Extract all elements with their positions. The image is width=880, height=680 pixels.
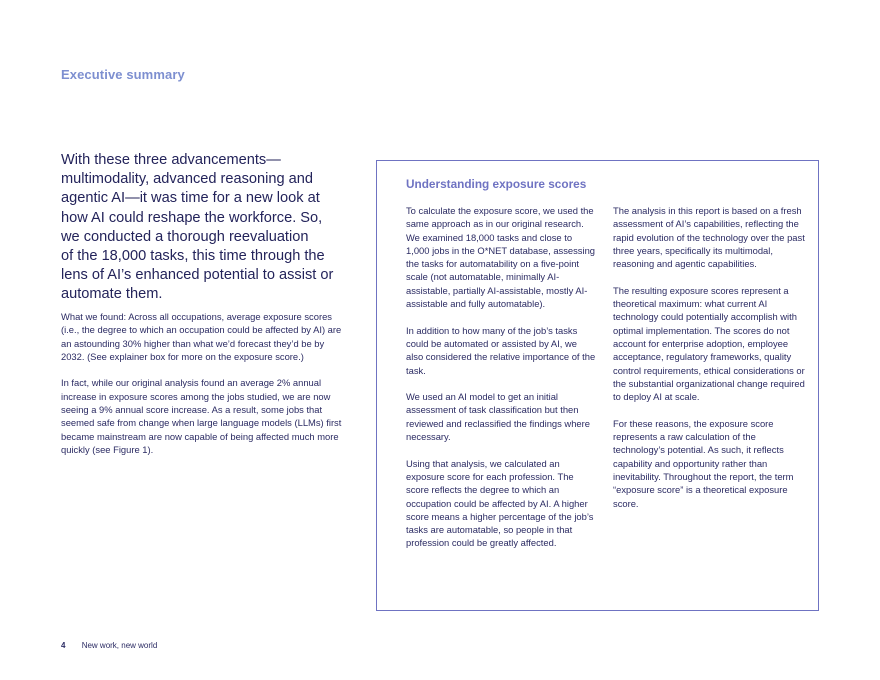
explainer-paragraph: To calculate the exposure score, we used the same approach as in our original research. We examined 18,000 tasks and close to 1,000 jobs in the O*NET database, assessing the tasks for automatability on a five-point scale (not automatable, minimally AI-assistable, partially AI-assistable, mostly AI-assistable and fully automatable). — [406, 205, 596, 310]
body-paragraph: What we found: Across all occupations, average exposure scores (i.e., the degree to which an occupation could be affected by AI) are an astounding 30% higher than what we’d forecast they’d be by 2032. (See explainer box for more on the exposure score.) — [61, 311, 342, 362]
explainer-paragraph: Using that analysis, we calculated an exposure score for each profession. The score reflects the degree to which an occupation could be affected by AI. A higher score means a higher percentage of the job’s tasks are automatable, so people in that profession could be greatly affected. — [406, 457, 594, 549]
explainer-paragraph: In addition to how many of the job’s tasks could be automated or assisted by AI, we also considered the relative importance of the task. — [406, 324, 596, 376]
explainer-column-1 — [406, 204, 596, 563]
explainer-paragraph: The analysis in this report is based on a fresh assessment of AI’s capabilities, reflecting the rapid evolution of the technology over the past three years, specifically its multimodal, reasoning and agentic capabilities. — [613, 205, 805, 270]
lead-line: we conducted a thorough reevaluation — [61, 228, 309, 245]
explainer-paragraph: We used an AI model to get an initial assessment of task classification but then reviewed and reclassified the findings where necessary. — [406, 391, 590, 443]
explainer-title: Understanding exposure scores — [406, 177, 587, 191]
lead-line: agentic AI—it was time for a new look at — [61, 190, 320, 207]
explainer-paragraph: For these reasons, the exposure score represents a raw calculation of the technology’s potential. As such, it reflects capability and opportunity rather than inevitability. Throughout the report, the term “exposure score” is a theoretical exposure score. — [613, 417, 794, 509]
lead-line: With these three advancements— — [61, 152, 281, 168]
page-footer — [61, 641, 157, 650]
page-number: 4 — [61, 641, 66, 650]
lead-line: how AI could reshape the workforce. So, — [61, 209, 323, 226]
explainer-column-2 — [613, 204, 805, 523]
lead-line: automate them. — [61, 286, 163, 303]
body-text — [61, 310, 346, 470]
explainer-paragraph: The resulting exposure scores represent a theoretical maximum: what current AI technology could potentially accomplish with optimal implementation. The scores do not account for enterprise adoption, employee acceptance, regulatory frameworks, quality control requirements, ethical considerations or the substantial organizational change required to deploy AI at scale. — [613, 284, 805, 403]
publication-title: New work, new world — [81, 641, 158, 650]
lead-line: multimodality, advanced reasoning and — [61, 171, 314, 188]
section-label: Executive summary — [61, 67, 185, 82]
lead-paragraph — [61, 151, 351, 305]
lead-line: of the 18,000 tasks, this time through the — [61, 248, 325, 265]
lead-line: lens of AI’s enhanced potential to assist or — [61, 267, 334, 284]
body-paragraph: In fact, while our original analysis found an average 2% annual increase in exposure scores among the jobs studied, we are now seeing a 9% annual score increase. As a result, some jobs that seemed safe from change when large language models (LLMs) first became mainstream are now capable of being affected much more quickly (see Figure 1). — [61, 377, 342, 455]
explainer-box — [376, 160, 819, 611]
